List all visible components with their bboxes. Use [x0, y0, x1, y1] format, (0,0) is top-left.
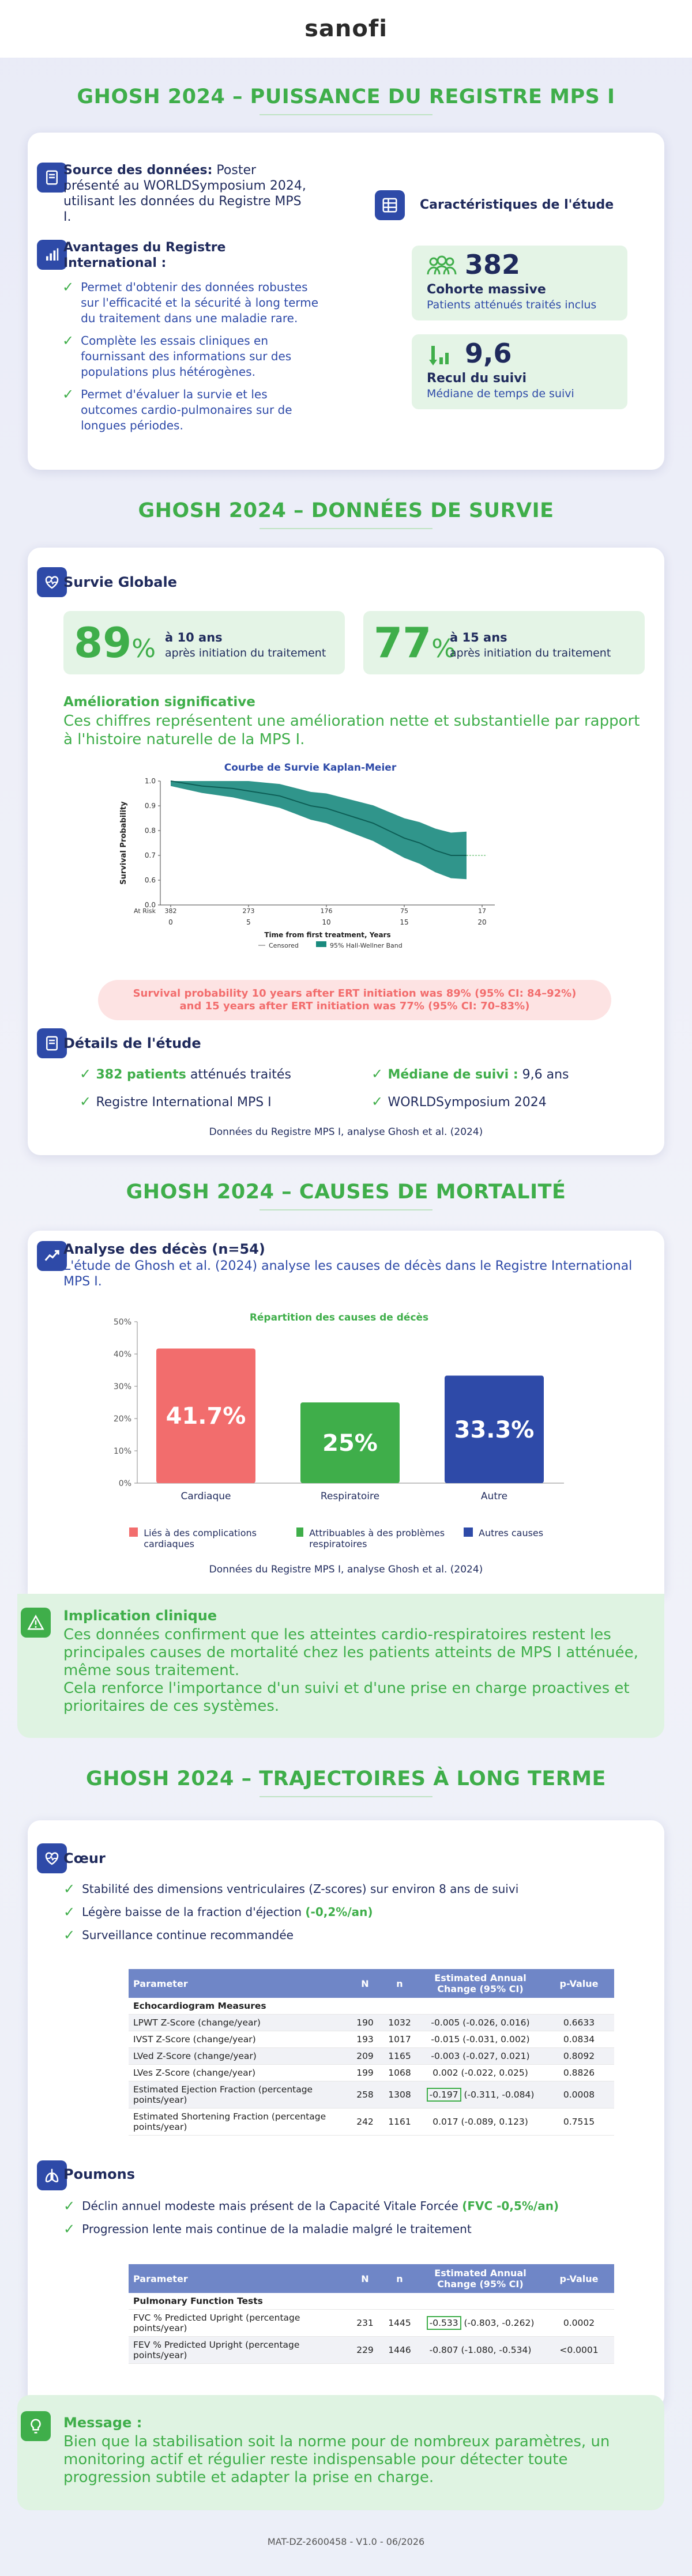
detail-item: ✓ WORLDSymposium 2024: [371, 1093, 547, 1110]
legend-swatch: [464, 1528, 473, 1537]
advantages-title: Avantages du Registre International :: [63, 240, 226, 270]
stat-value: 9,6: [465, 338, 512, 369]
details-title: Détails de l'étude: [63, 1035, 201, 1051]
y-tick-label: 0.0: [144, 901, 156, 909]
table-row: Estimated Ejection Fraction (percentage points/year) 258 1308 -0.197 (-0.311, -0.084) 0.0008: [129, 2081, 614, 2109]
list-item: ✓ Surveillance continue recommandée: [63, 1927, 294, 1943]
implication-text: Ces données confirment que les atteintes cardio-respiratoires restent les principales causes de mortalité chez les patients atteints de MPS I atténuée, même sous traitement. Cela renforce l'importance d'un suivi et d'une prise en charge proactives et prioritaires de ces systèmes.: [63, 1626, 638, 1715]
at-risk-count: 17: [478, 907, 486, 915]
characteristics-title: Caractéristiques de l'étude: [420, 198, 614, 212]
y-tick-label: 40%: [113, 1350, 131, 1359]
top-bar: [0, 0, 692, 58]
list-item: ✓ Permet d'obtenir des données robustes sur l'efficacité et la sécurité à long terme du traitement dans une maladie rare.: [62, 279, 319, 325]
table-icon: [375, 190, 405, 220]
bar-value-label: 41.7%: [166, 1403, 246, 1430]
sort-down-icon: [429, 344, 454, 371]
legend-band: 95% Hall-Wellner Band: [330, 942, 403, 949]
chart-title: Courbe de Survie Kaplan-Meier: [224, 762, 397, 774]
list-item: ✓ Progression lente mais continue de la maladie malgré le traitement: [63, 2221, 472, 2237]
implication-box: [17, 1594, 664, 1738]
km-chart: [114, 758, 576, 949]
survival-footnote: Données du Registre MPS I, analyse Ghosh et al. (2024): [209, 1126, 483, 1138]
y-tick-label: 0.6: [144, 876, 156, 884]
analysis-text: L'étude de Ghosh et al. (2024) analyse les causes de décès dans le Registre International MPS I.: [63, 1259, 633, 1289]
x-tick-label: 10: [322, 918, 331, 926]
legend-band-swatch: [316, 941, 326, 947]
legend-item-respiratory: Attribuables à des problèmes respiratoires: [296, 1528, 458, 1549]
section2-title: GHOSH 2024 – DONNÉES DE SURVIE: [138, 499, 554, 522]
at-risk-count: 176: [320, 907, 333, 915]
x-tick-label: 5: [246, 918, 251, 926]
stat-followup: [412, 334, 627, 409]
y-axis-label: Survival Probability: [119, 801, 128, 885]
list-item: ✓ Stabilité des dimensions ventriculaires (Z-scores) sur environ 8 ans de suivi: [63, 1881, 519, 1897]
document-icon: [37, 1028, 67, 1058]
implication-title: Implication clinique: [63, 1608, 217, 1624]
legend-item-cardiac: Liés à des complications cardiaques: [129, 1528, 302, 1549]
mortality-footnote: Données du Registre MPS I, analyse Ghosh et al. (2024): [209, 1564, 483, 1575]
stat-label: Cohorte massive: [427, 282, 546, 297]
lungs-icon: [37, 2160, 67, 2190]
y-tick-label: 30%: [113, 1382, 131, 1391]
section4-title-block: [0, 1767, 692, 1797]
document-icon: [37, 163, 67, 193]
x-axis-label: Time from first treatment, Years: [264, 931, 391, 939]
table-subheader: Pulmonary Function Tests: [129, 2293, 614, 2310]
survival-15y-box: [363, 611, 645, 674]
survival-value: 89%: [74, 618, 156, 667]
highlighted-value: -0.533: [427, 2316, 461, 2330]
table-row: LVes Z-Score (change/year) 199 1068 0.002 (-0.022, 0.025) 0.8826: [129, 2065, 614, 2081]
y-tick-label: 0.9: [144, 802, 156, 810]
heart-bullets: [63, 1881, 640, 1943]
detail-item: ✓ Médiane de suivi : 9,6 ans: [371, 1066, 569, 1082]
survival-label: à 15 ans: [450, 631, 507, 644]
detail-item: ✓ Registre International MPS I: [80, 1093, 272, 1110]
lung-bullets: [63, 2198, 652, 2237]
stat-sub: Médiane de temps de suivi: [427, 387, 574, 400]
section1-title: GHOSH 2024 – PUISSANCE DU REGISTRE MPS I: [77, 85, 615, 108]
bar-value-label: 25%: [322, 1430, 378, 1457]
improvement-title: Amélioration significative: [63, 695, 255, 710]
legend-swatch: [129, 1528, 138, 1537]
section3-title: GHOSH 2024 – CAUSES DE MORTALITÉ: [126, 1180, 566, 1204]
bar-value-label: 33.3%: [454, 1416, 535, 1443]
table-row: LVed Z-Score (change/year) 209 1165 -0.003 (-0.027, 0.021) 0.8092: [129, 2048, 614, 2065]
section3-title-block: [0, 1180, 692, 1210]
people-icon: [427, 255, 457, 280]
at-risk-count: 273: [242, 907, 255, 915]
section2-title-block: [0, 499, 692, 529]
footer-code: MAT-DZ-2600458 - V1.0 - 06/2026: [267, 2536, 425, 2547]
source-text: Source des données: Poster présenté au WORLDSymposium 2024, utilisant les données du Registre MPS I.: [63, 163, 306, 224]
heart-title: Cœur: [63, 1850, 106, 1866]
x-tick-label: 0: [168, 918, 173, 926]
survival-label: à 10 ans: [165, 631, 223, 644]
y-tick-label: 1.0: [144, 777, 156, 785]
survival-sub: après initiation du traitement: [450, 647, 611, 659]
list-item: ✓ Déclin annuel modeste mais présent de la Capacité Vitale Forcée (FVC -0,5%/an): [63, 2198, 559, 2214]
advantages-list: [62, 280, 328, 433]
registry-card: [28, 133, 664, 470]
detail-item: ✓ 382 patients atténués traités: [80, 1066, 291, 1082]
mortality-card: [28, 1231, 664, 1594]
y-tick-label: 0%: [118, 1479, 131, 1488]
y-tick-label: 50%: [113, 1318, 131, 1327]
list-item: ✓ Complète les essais cliniques en fournissant des informations sur des populations plus hétérogènes.: [62, 333, 292, 379]
legend-censored: Censored: [269, 942, 299, 949]
at-risk-count: 382: [164, 907, 177, 915]
y-tick-label: 20%: [113, 1415, 131, 1424]
legend-item-other: Autres causes: [464, 1528, 625, 1538]
lungs-title: Poumons: [63, 2166, 136, 2182]
x-tick-label: 15: [400, 918, 409, 926]
chart-title: Répartition des causes de décès: [249, 1312, 429, 1323]
table-row: LPWT Z-Score (change/year) 190 1032 -0.005 (-0.026, 0.016) 0.6633: [129, 2015, 614, 2031]
legend-swatch: [296, 1528, 303, 1537]
km-caption: Survival probability 10 years after ERT initiation was 89% (95% CI: 84–92%) and 15 years after ERT initiation was 77% (95% CI: 70–83%): [98, 980, 611, 1020]
highlighted-value: -0.197: [427, 2088, 461, 2102]
heartbeat-icon: [37, 567, 67, 597]
mortality-bar-chart: [103, 1310, 599, 1523]
y-tick-label: 0.7: [144, 851, 156, 859]
at-risk-count: 75: [400, 907, 408, 915]
sanofi-logo: sanofi: [304, 16, 388, 42]
heartbeat-icon: [37, 1843, 67, 1873]
x-tick-label: Cardiaque: [180, 1491, 231, 1502]
table-row: IVST Z-Score (change/year) 193 1017 -0.015 (-0.031, 0.002) 0.0834: [129, 2031, 614, 2048]
warning-icon: [21, 1608, 51, 1638]
table-row: Estimated Shortening Fraction (percentage points/year) 242 1161 0.017 (-0.089, 0.123) 0.7515: [129, 2109, 614, 2136]
analysis-title: Analyse des décès (n=54): [63, 1241, 265, 1257]
message-box: [17, 2395, 664, 2510]
table-row: FEV % Predicted Upright (percentage points/year) 229 1446 -0.807 (-1.080, -0.534) <0.0001: [129, 2337, 614, 2364]
table-row: FVC % Predicted Upright (percentage points/year) 231 1445 -0.533 (-0.803, -0.262) 0.0002: [129, 2310, 614, 2337]
improvement-text: Ces chiffres représentent une amélioration nette et substantielle par rapport à l'histoire naturelle de la MPS I.: [63, 712, 640, 748]
x-tick-label: 20: [477, 918, 487, 926]
survival-card: [28, 548, 664, 1155]
stat-value: 382: [465, 249, 521, 280]
stat-sub: Patients atténués traités inclus: [427, 299, 597, 311]
trajectories-card: [28, 1820, 664, 2408]
stat-cohort: [412, 246, 627, 320]
survival-sub: après initiation du traitement: [165, 647, 326, 659]
at-risk-label: At Risk: [134, 907, 156, 915]
stat-label: Recul du suivi: [427, 371, 527, 386]
echo-table: Parameter N n Estimated Annual Change (95% CI) p-Value Echocardiogram Measures LPWT Z-Score (change/year) 190 1032 -0.005 (-0.026, 0.016) 0.6633 IVST Z-Score (change/year) 193 1017 -0.015 (-0.031, 0.002) 0.0834 LVed Z-Score (change/year) 209 1165 -0.003 (-0.027, 0.021) 0.8092 LVes Z-Score (change/year) 199 1068 0.002 (-0.022, 0.025) 0.8826 Estimated Ejection Fraction (percentage points/year) 258 1308 -0.197 (-0.311, -0.084) 0.0008 Estimated Shortening Fraction (percentage points/year) 242 1161 0.017 (-0.089, 0.123) 0.7515: [129, 1969, 614, 2136]
section1-title-block: [0, 85, 692, 115]
pulmonary-table: Parameter N n Estimated Annual Change (95% CI) p-Value Pulmonary Function Tests FVC % Predicted Upright (percentage points/year) 231 1445 -0.533 (-0.803, -0.262) 0.0002 FEV % Predicted Upright (percentage points/year) 229 1446 -0.807 (-1.080, -0.534) <0.0001: [129, 2264, 614, 2364]
trend-icon: [37, 1241, 67, 1271]
list-item: ✓ Permet d'évaluer la survie et les outcomes cardio-pulmonaires sur de longues périodes.: [62, 386, 292, 432]
message-title: Message :: [63, 2415, 142, 2431]
list-item: ✓ Légère baisse de la fraction d'éjection (-0,2%/an): [63, 1904, 373, 1920]
overall-survival-title: Survie Globale: [63, 574, 178, 590]
survival-10y-box: [63, 611, 345, 674]
table-subheader: Echocardiogram Measures: [129, 1998, 614, 2015]
survival-value: 77%: [374, 618, 456, 667]
y-tick-label: 0.8: [144, 827, 156, 835]
bar-chart-icon: [37, 240, 67, 270]
x-tick-label: Respiratoire: [320, 1491, 380, 1502]
message-text: Bien que la stabilisation soit la norme pour de nombreux paramètres, un monitoring actif et régulier reste indispensable pour détecter toute progression subtile et adapter la prise en charge.: [63, 2433, 610, 2486]
lightbulb-icon: [21, 2411, 51, 2441]
confidence-band: [171, 781, 467, 879]
section4-title: GHOSH 2024 – TRAJECTOIRES À LONG TERME: [86, 1767, 606, 1790]
x-tick-label: Autre: [480, 1491, 508, 1502]
y-tick-label: 10%: [113, 1447, 131, 1456]
